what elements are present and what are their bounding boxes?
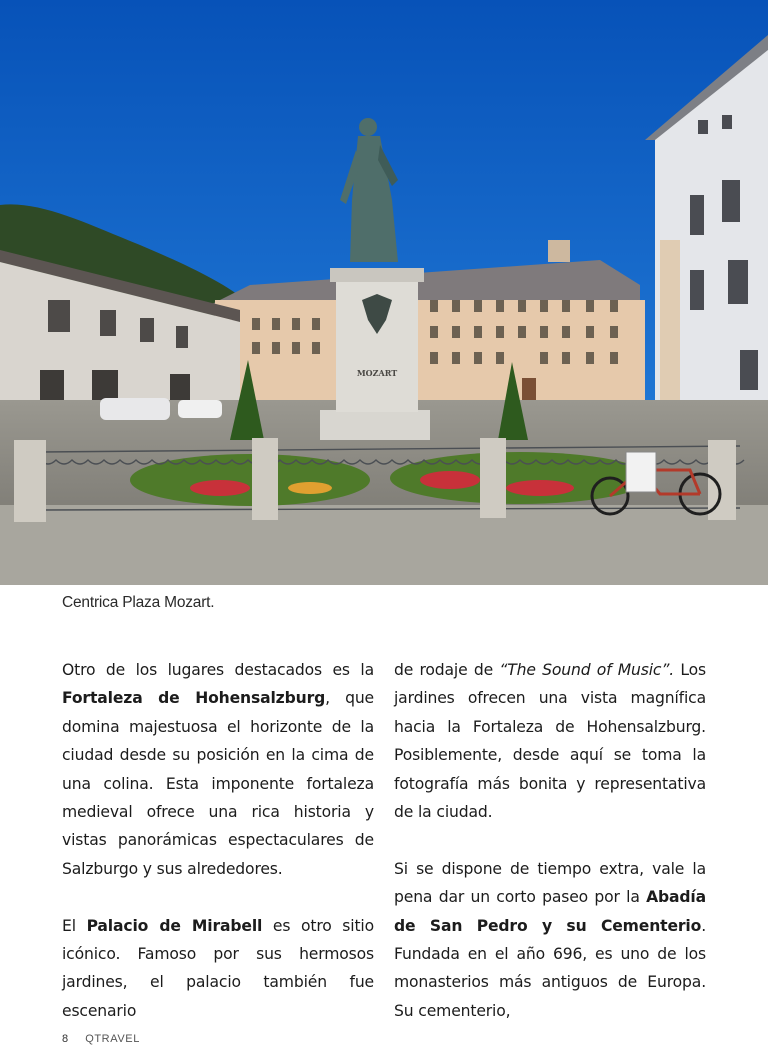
parked-cars (100, 398, 222, 420)
paragraph: Otro de los lugares destacados es la Fortaleza de Hohensalzburg, que domina majestuosa el horizonte de la ciudad desde su posición en la cima de una colina. Esta imponente fortaleza medieval ofrece una rica historia y vistas panorámicas espectaculares de Salzburgo y sus alrededores. (62, 661, 374, 878)
photo-caption: Centrica Plaza Mozart. (62, 594, 215, 611)
text-column-left (62, 656, 374, 1025)
svg-text:MOZART: MOZART (356, 368, 398, 378)
magazine-name: QTRAVEL (85, 1033, 140, 1045)
statue-pedestal (320, 268, 430, 440)
film-title: “The Sound of Music”. (499, 661, 675, 679)
text-column-right (394, 656, 706, 1025)
paragraph: El Palacio de Mirabell es otro sitio icónico. Famoso por sus hermosos jardines, el palacio también fue escenario (62, 916, 375, 1020)
paragraph: Si se dispone de tiempo extra, vale la pena dar un corto paseo por la Abadía de San Pedro y su Cementerio. Fundada en el año 696, es uno de los monasterios más antiguos de Europa. Su cementerio, (394, 859, 706, 1020)
page-number: 8 (62, 1033, 69, 1045)
page-footer (62, 1033, 140, 1045)
highlight-abadia: Abadía de San Pedro y su Cementerio (394, 888, 706, 935)
highlight-mirabell: Palacio de Mirabell (86, 916, 263, 935)
highlight-fortaleza: Fortaleza de Hohensalzburg (62, 689, 326, 708)
paragraph: de rodaje de “The Sound of Music”. Los jardines ofrecen una vista magnífica hacia la Fortaleza de Hohensalzburg. Posiblemente, desde aquí se toma la fotografía más bonita y representativa de la ciudad. (394, 661, 707, 822)
